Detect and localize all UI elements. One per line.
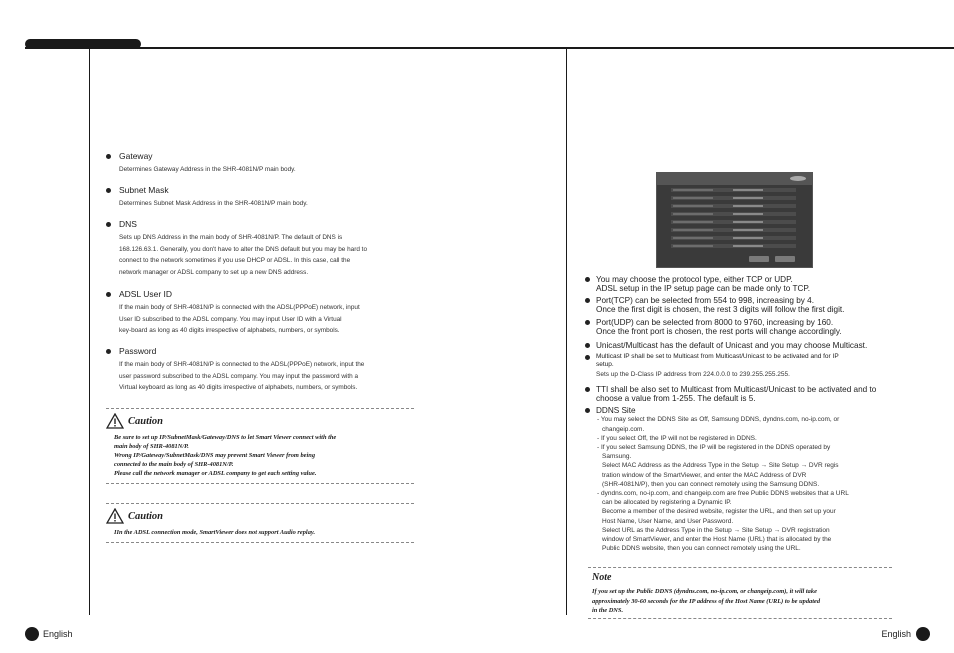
screenshot-row bbox=[671, 196, 796, 200]
item-line: Sets up DNS Address in the main body of SHR-4081N/P. The default of DNS is bbox=[119, 234, 343, 241]
screenshot-cancel-button bbox=[775, 256, 795, 262]
item-line: user password subscribed to the ADSL company. You may input the password with a bbox=[119, 372, 359, 380]
item-line: choose a value from 1-255. The default is 5. bbox=[596, 394, 756, 404]
caution-title: Caution bbox=[128, 415, 164, 427]
item-title: DDNS Site bbox=[596, 406, 636, 415]
ddns-line: Select URL as the Address Type in the Setup → Site Setup → DVR registration bbox=[602, 526, 830, 534]
tti-item bbox=[585, 385, 895, 404]
screenshot-row bbox=[671, 204, 796, 208]
ddns-site-item bbox=[585, 406, 895, 553]
caution-title: Caution bbox=[128, 510, 164, 522]
screenshot-row bbox=[671, 212, 796, 216]
screenshot-row bbox=[671, 188, 796, 192]
multicast-range-line: Sets up the D-Class IP address from 224.0.0.0 to 239.255.255.255. bbox=[596, 370, 790, 378]
bullet-icon bbox=[106, 154, 111, 159]
item-line: Unicast/Multicast has the default of Unicast and you may choose Multicast. bbox=[596, 341, 868, 350]
item-title: Gateway bbox=[119, 151, 153, 161]
item-line: Port(UDP) can be selected from 8000 to 9760, increasing by 160. bbox=[596, 318, 834, 327]
caution-line: IIn the ADSL connection mode, SmartViewer does not support Audio replay. bbox=[114, 529, 316, 536]
bullet-icon bbox=[106, 349, 111, 354]
bullet-icon bbox=[106, 292, 111, 297]
footer-right bbox=[881, 627, 930, 641]
ddns-line: Host Name, User Name, and User Password. bbox=[602, 517, 734, 525]
note-line: If you set up the Public DDNS (dyndns.com, no-ip.com, or changeip.com), it will take bbox=[592, 588, 817, 595]
ddns-line: Select MAC Address as the Address Type in the Setup → Site Setup → DVR regis bbox=[602, 462, 839, 470]
center-divider bbox=[566, 49, 567, 615]
ddns-line: tration window of the SmartViewer, and enter the MAC Address of DVR bbox=[602, 471, 807, 479]
unicast-item bbox=[585, 341, 895, 350]
item-line: ADSL setup in the IP setup page can be made only to TCP. bbox=[596, 284, 811, 294]
screenshot-row bbox=[671, 236, 796, 240]
ddns-line: can be allocated by registering a Dynamic IP. bbox=[602, 499, 732, 507]
caution-box-network bbox=[106, 408, 414, 484]
item-title: Subnet Mask bbox=[119, 185, 169, 195]
item-line: setup. bbox=[596, 361, 614, 369]
password-item bbox=[106, 346, 418, 394]
caution-line: main body of SHR-4081N/P. bbox=[114, 443, 189, 450]
left-margin-line bbox=[89, 49, 90, 615]
port-udp-item bbox=[585, 318, 895, 337]
caution-line: Wrong IP/Gateway/SubnetMask/DNS may prevent Smart Viewer from being bbox=[114, 452, 316, 459]
bullet-icon bbox=[585, 298, 590, 303]
footer-language-label: English bbox=[43, 629, 73, 639]
item-title: ADSL User ID bbox=[119, 289, 173, 299]
caution-line: Be sure to set up IP/SubnetMask/Gateway/DNS to let Smart Viewer connect with the bbox=[114, 434, 337, 441]
bullet-icon bbox=[106, 188, 111, 193]
item-title: Password bbox=[119, 346, 157, 356]
ddns-line: changeip.com. bbox=[602, 425, 645, 433]
page-dot-icon bbox=[25, 627, 39, 641]
item-line: Once the front port is chosen, the rest ports will change accordingly. bbox=[596, 327, 842, 337]
note-line: approximately 30-60 seconds for the IP address of the Host Name (URL) to be updated bbox=[592, 597, 821, 605]
bullet-icon bbox=[585, 387, 590, 392]
bullet-icon bbox=[585, 277, 590, 282]
item-line: Virtual keyboard as long as 40 digits irrespective of alphabets, numbers, or symbols. bbox=[119, 384, 358, 391]
screenshot-row bbox=[671, 244, 796, 248]
page-dot-icon bbox=[916, 627, 930, 641]
warning-triangle-icon bbox=[106, 508, 124, 524]
screenshot-titlebar bbox=[657, 173, 812, 185]
subnet-mask-item bbox=[106, 185, 418, 210]
note-box-ddns bbox=[588, 567, 892, 619]
multicast-ip-item bbox=[585, 353, 895, 379]
screenshot-ok-button bbox=[749, 256, 769, 262]
dns-item bbox=[106, 219, 418, 278]
samsung-logo-icon bbox=[790, 176, 806, 181]
ddns-line: (SHR-4081N/P), then you can connect remotely using the Samsung DDNS. bbox=[602, 480, 820, 488]
note-line: in the DNS. bbox=[592, 607, 624, 615]
caution-line: Please call the network manager or ADSL company to get each setting value. bbox=[114, 470, 317, 477]
item-line: 168.126.63.1. Generally, you don't have to alter the DNS default but you may be hard to bbox=[119, 245, 368, 253]
item-line: Multicast IP shall be set to Multicast from Multicast/Unicast to be activated and for IP bbox=[596, 353, 839, 360]
item-line: If the main body of SHR-4081N/P is connected with the ADSL(PPPoE) network, input bbox=[119, 304, 360, 311]
bullet-icon bbox=[585, 355, 590, 360]
ddns-line: Samsung. bbox=[602, 453, 632, 461]
ddns-description bbox=[585, 415, 895, 553]
screenshot-row bbox=[671, 220, 796, 224]
screenshot-row bbox=[671, 228, 796, 232]
bullet-icon bbox=[585, 320, 590, 325]
item-line: If the main body of SHR-4081N/P is connected to the ADSL(PPPoE) network, input the bbox=[119, 361, 365, 368]
note-title: Note bbox=[592, 572, 612, 583]
footer-left bbox=[25, 627, 73, 641]
header-rule bbox=[25, 47, 954, 49]
ddns-line: - dyndns.com, no-ip.com, and changeip.com are free Public DDNS websites that a URL bbox=[597, 490, 849, 498]
gateway-item bbox=[106, 151, 418, 176]
item-line: connect to the network sometimes if you use DHCP or ADSL. In this case, call the bbox=[119, 257, 351, 264]
caution-box-adsl bbox=[106, 503, 414, 543]
item-line: Port(TCP) can be selected from 554 to 998, increasing by 4. bbox=[596, 296, 814, 305]
item-line: User ID subscribed to the ADSL company. You may input User ID with a Virtual bbox=[119, 315, 342, 323]
ddns-line: - If you select Samsung DDNS, the IP will be registered in the DDNS operated by bbox=[597, 444, 831, 452]
item-line: Determines Gateway Address in the SHR-4081N/P main body. bbox=[119, 166, 296, 173]
item-line: network manager or ADSL company to set up a new DNS address. bbox=[119, 268, 309, 276]
bullet-icon bbox=[106, 222, 111, 227]
ddns-line: Become a member of the desired website, register the URL, and then set up your bbox=[602, 508, 836, 516]
item-line: Once the first digit is chosen, the rest 3 digits will follow the first digit. bbox=[596, 305, 845, 315]
ddns-line: - If you select Off, the IP will not be registered in DDNS. bbox=[597, 434, 757, 442]
bullet-icon bbox=[585, 408, 590, 413]
network-settings-screenshot bbox=[656, 172, 813, 268]
item-line: You may choose the protocol type, either TCP or UDP. bbox=[596, 275, 793, 284]
item-line: Determines Subnet Mask Address in the SHR-4081N/P main body. bbox=[119, 200, 308, 207]
footer-language-label: English bbox=[881, 629, 911, 639]
item-title: DNS bbox=[119, 219, 137, 229]
bullet-icon bbox=[585, 343, 590, 348]
ddns-line: Public DDNS website, then you can connect remotely using the URL. bbox=[602, 545, 801, 553]
ddns-line: window of SmartViewer, and enter the Host Name (URL) that is allocated by the bbox=[602, 536, 832, 544]
item-line: key-board as long as 40 digits irrespective of alphabets, numbers, or symbols. bbox=[119, 327, 340, 334]
ddns-line: - You may select the DDNS Site as Off, Samsung DDNS, dyndns.com, no-ip.com, or bbox=[597, 416, 840, 424]
protocol-item bbox=[585, 275, 895, 294]
warning-triangle-icon bbox=[106, 413, 124, 429]
port-tcp-item bbox=[585, 296, 895, 315]
adsl-user-id-item bbox=[106, 289, 418, 337]
item-line: TTI shall be also set to Multicast from Multicast/Unicast to be activated and to bbox=[596, 385, 877, 394]
caution-line: connected to the main body of SHR-4081N/P. bbox=[114, 461, 234, 468]
